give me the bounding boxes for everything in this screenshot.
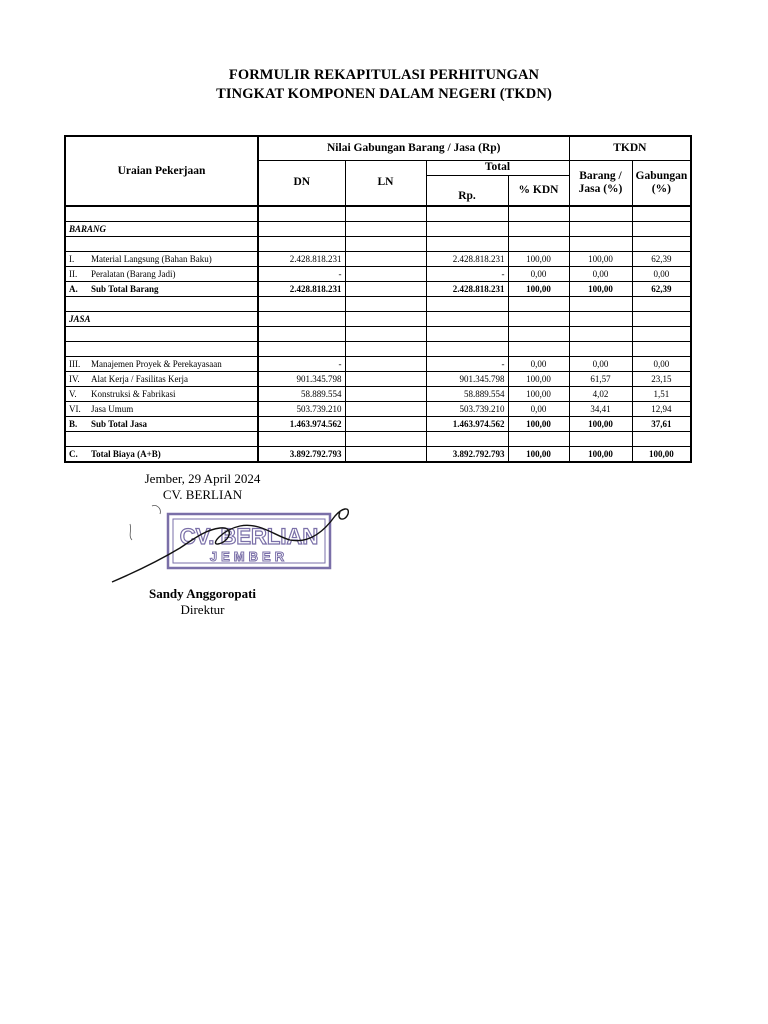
svg-text:JEMBER: JEMBER	[209, 549, 289, 564]
signatory-name: Sandy Anggoropati	[148, 586, 257, 601]
header-tkdn: TKDN	[569, 136, 691, 160]
table-row: IV. Alat Kerja / Fasilitas Kerja 901.345.798 901.345.798 100,00 61,57 23,15	[65, 372, 691, 387]
signatory-position: Direktur	[180, 602, 225, 617]
table-row: V. Konstruksi & Fabrikasi 58.889.554 58.889.554 100,00 4,02 1,51	[65, 387, 691, 402]
table-row: II. Peralatan (Barang Jadi) - - 0,00 0,00 0,00	[65, 267, 691, 282]
section-jasa: JASA	[65, 312, 258, 327]
header-ln: LN	[345, 160, 426, 206]
table-row: VI. Jasa Umum 503.739.210 503.739.210 0,00 34,41 12,94	[65, 402, 691, 417]
header-dn: DN	[258, 160, 345, 206]
header-barang-jasa: Barang / Jasa (%)	[569, 160, 632, 206]
subtotal-jasa-row: B. Sub Total Jasa 1.463.974.562 1.463.974.562 100,00 100,00 37,61	[65, 417, 691, 432]
header-nilai-gabungan: Nilai Gabungan Barang / Jasa (Rp)	[258, 136, 569, 160]
signature-company: CV. BERLIAN	[162, 487, 243, 502]
header-pct-kdn: % KDN	[508, 175, 569, 206]
total-biaya-row: C. Total Biaya (A+B) 3.892.792.793 3.892.792.793 100,00 100,00 100,00	[65, 447, 691, 463]
section-barang: BARANG	[65, 222, 258, 237]
tkdn-table	[64, 135, 692, 463]
form-title-line2: TINGKAT KOMPONEN DALAM NEGERI (TKDN)	[216, 86, 552, 102]
company-stamp	[110, 500, 355, 588]
svg-text:CV. BERLIAN: CV. BERLIAN	[179, 524, 319, 549]
header-rp: Rp.	[426, 175, 508, 206]
header-gabungan: Gabungan (%)	[632, 160, 691, 206]
table-row: III. Manajemen Proyek & Perekayasaan - - 0,00 0,00 0,00	[65, 357, 691, 372]
header-total: Total	[426, 160, 569, 175]
table-row: I. Material Langsung (Bahan Baku) 2.428.818.231 2.428.818.231 100,00 100,00 62,39	[65, 252, 691, 267]
signature-place-date: Jember, 29 April 2024	[144, 471, 261, 486]
subtotal-barang-row: A. Sub Total Barang 2.428.818.231 2.428.818.231 100,00 100,00 62,39	[65, 282, 691, 297]
header-uraian: Uraian Pekerjaan	[65, 136, 258, 206]
form-title-line1: FORMULIR REKAPITULASI PERHITUNGAN	[228, 67, 540, 83]
